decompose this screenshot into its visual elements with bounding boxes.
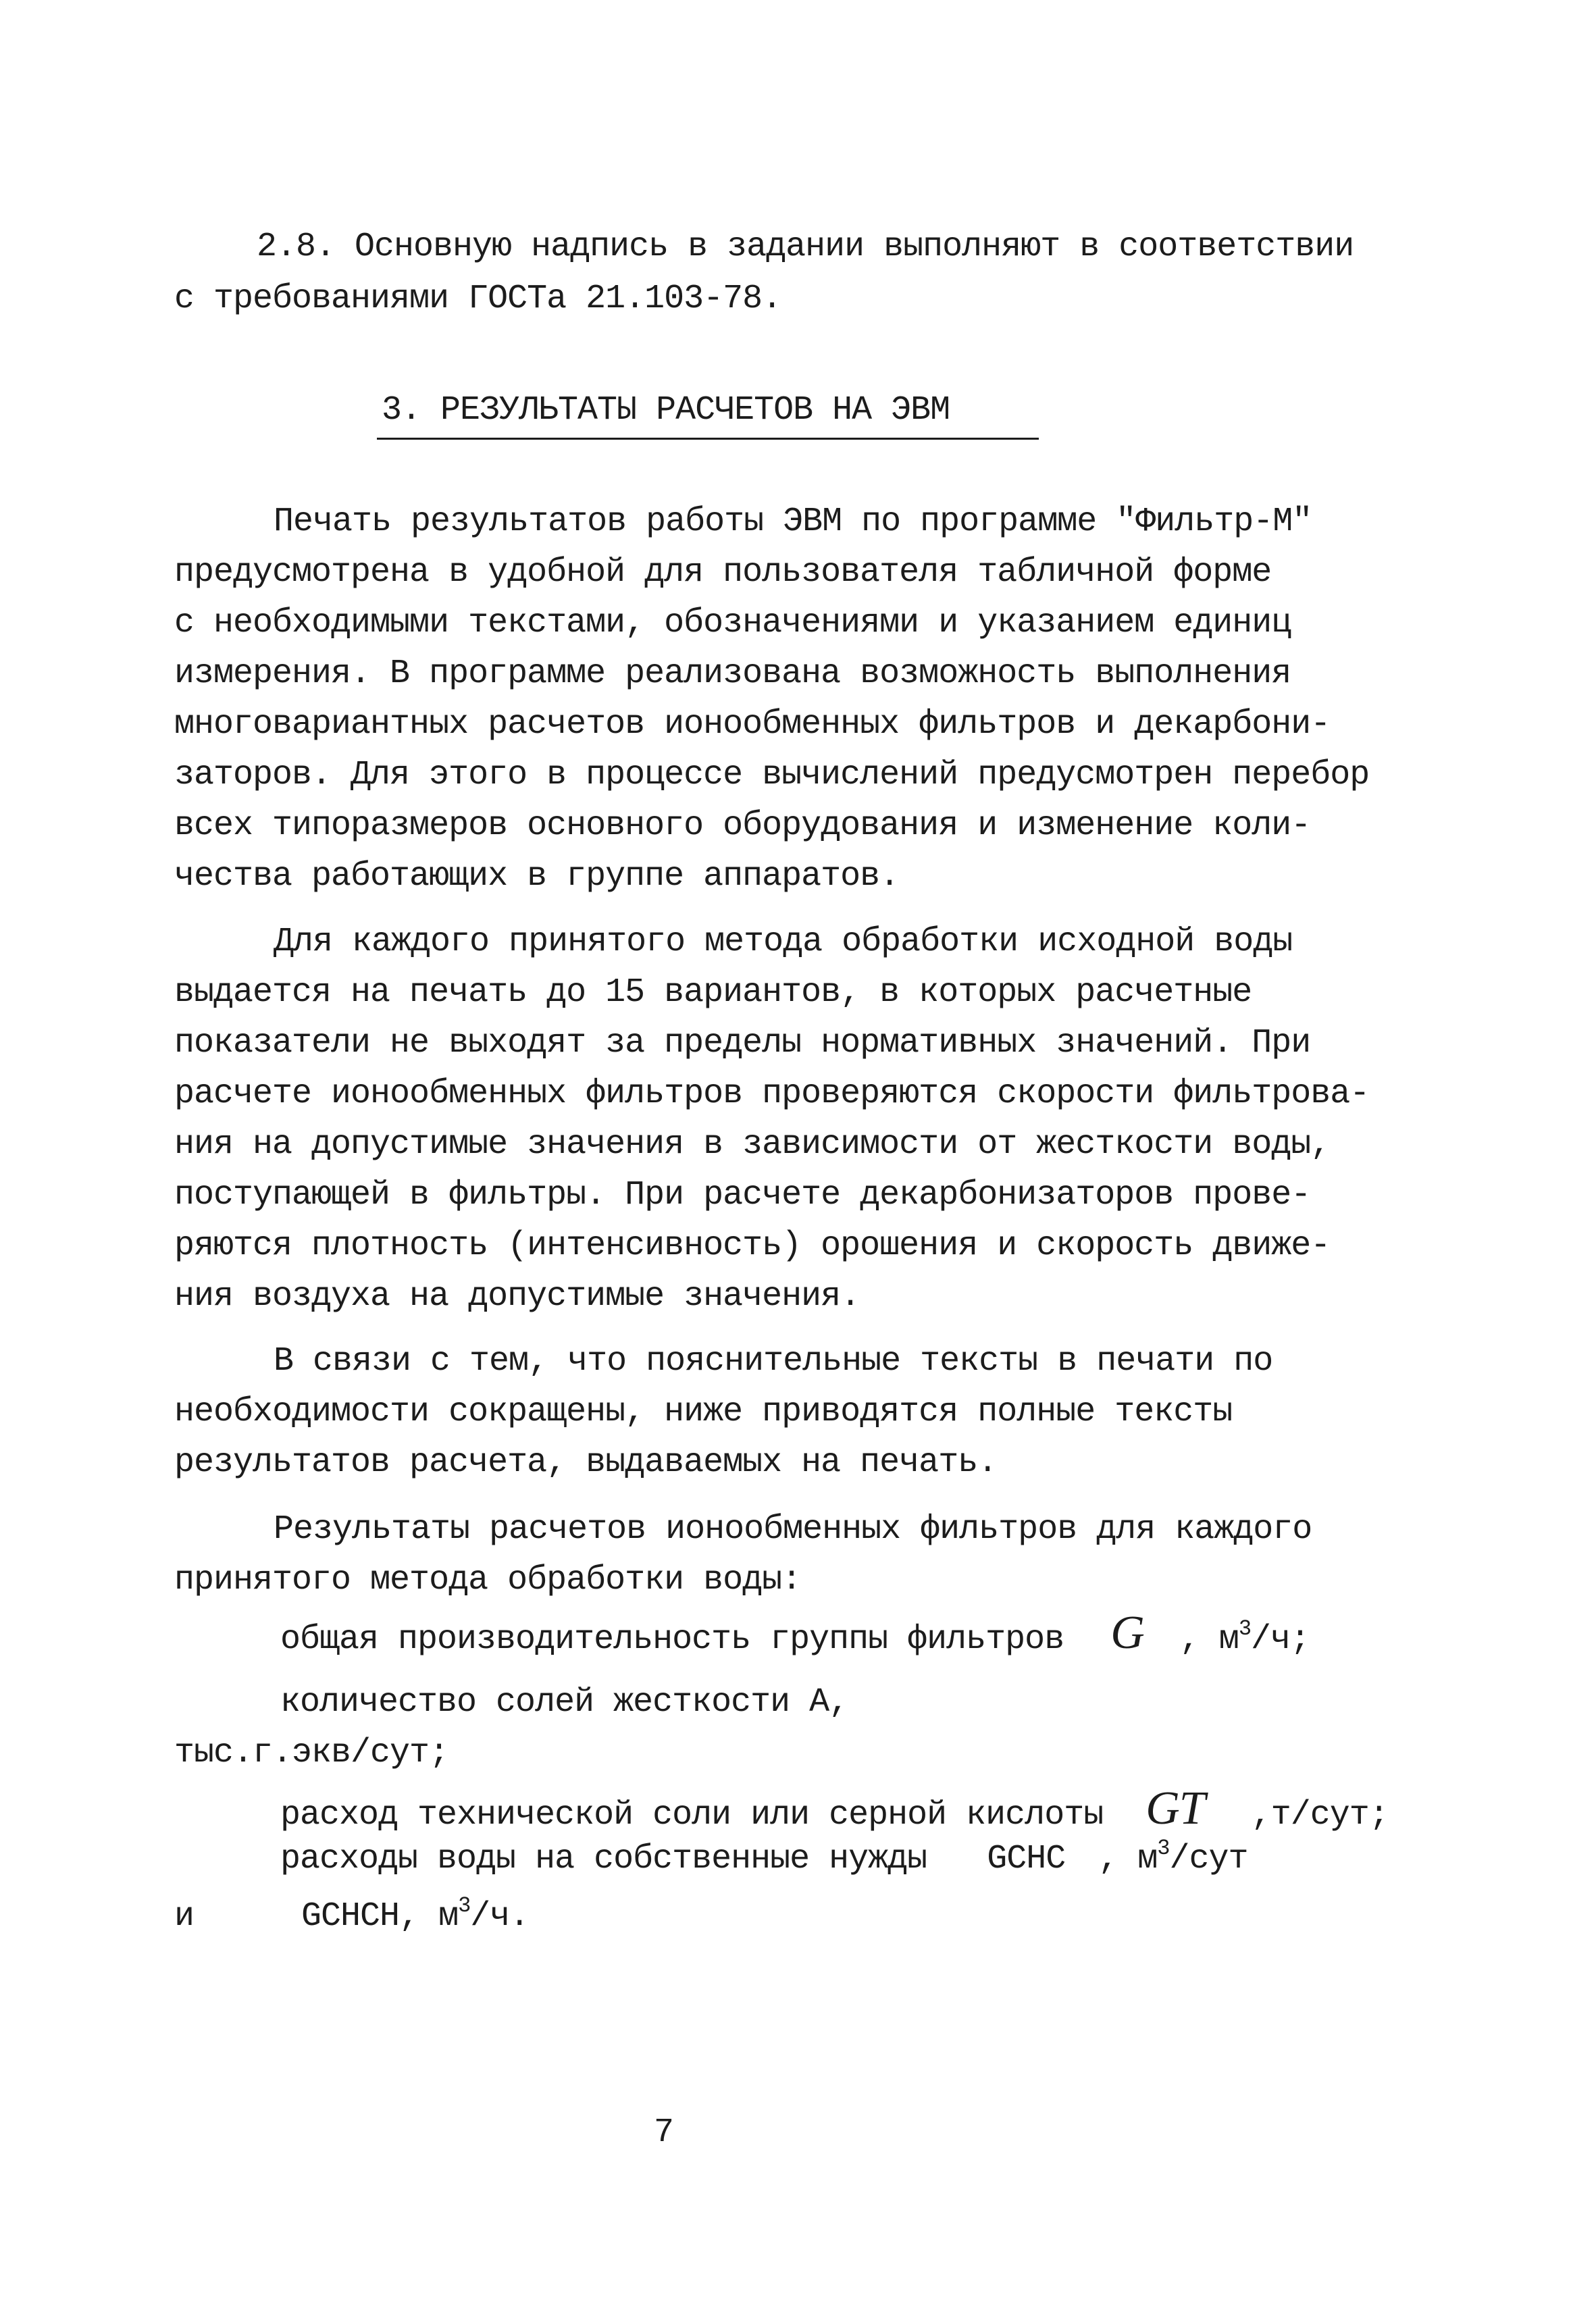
paragraph-line: Для каждого принятого метода обработки исходной воды [274,923,1293,961]
list-item-total-capacity [280,1608,1310,1666]
list-item-hardness-unit: тыс.г.экв/сут; [174,1734,449,1772]
list-item-hardness-salts: количество солей жесткости А, [280,1683,849,1722]
paragraph-line: принятого метода обработки воды: [174,1561,802,1599]
paragraph-line: Печать результатов работы ЭВМ по программе "Фильтр-М" [274,503,1312,541]
paragraph-line: ния на допустимые значения в зависимости от жесткости воды, [174,1125,1331,1164]
unit-superscript: 3 [458,1893,471,1918]
unit-tail: /сут [1169,1840,1248,1878]
section-2-8-line-2: с требованиями ГОСТа 21.103-78. [174,280,782,318]
unit-superscript: 3 [1238,1616,1252,1641]
symbol-gt: GT [1145,1782,1205,1834]
heading-underline [377,438,1039,440]
paragraph-line: Результаты расчетов ионообменных фильтров для каждого [274,1510,1312,1549]
paragraph-line: В связи с тем, что пояснительные тексты в печати по [274,1342,1273,1381]
paragraph-line: поступающей в фильтры. При расчете декарбонизаторов прове- [174,1176,1311,1214]
paragraph-line: расчете ионообменных фильтров проверяются скорости фильтрова- [174,1075,1370,1113]
symbol-g: G [1110,1607,1144,1659]
paragraph-line: выдается на печать до 15 вариантов, в которых расчетные [174,973,1252,1012]
paragraph-line: всех типоразмеров основного оборудования и изменение коли- [174,806,1311,845]
item-text: расходы воды на собственные нужды [280,1840,927,1878]
paragraph-line: ряются плотность (интенсивность) орошения и скорость движе- [174,1227,1331,1265]
unit: ,т/сут; [1251,1796,1389,1834]
paragraph-line: с необходимыми текстами, обозначениями и указанием единиц [174,604,1291,642]
code-gchch: GCHCH [301,1897,400,1936]
paragraph-line: необходимости сокращены, ниже приводятся полные тексты [174,1393,1233,1431]
conjunction: и [174,1897,195,1936]
unit-superscript: 3 [1157,1836,1170,1861]
paragraph-line: измерения. В программе реализована возможность выполнения [174,654,1291,693]
item-text: расход технической соли или серной кислоты [280,1796,1104,1834]
list-item-own-needs-hourly [174,1891,529,1943]
paragraph-line: чества работающих в группе аппаратов. [174,857,900,896]
item-text: общая производительность группы фильтров [280,1620,1064,1659]
unit: , м [399,1897,459,1936]
unit: , м [1179,1620,1239,1659]
unit-tail: /ч. [470,1897,530,1936]
page-number: 7 [654,2113,674,2152]
section-2-8-line-1: 2.8. Основную надпись в задании выполняют в соответствии [257,228,1354,266]
paragraph-line: многовариантных расчетов ионообменных фильтров и декарбони- [174,705,1331,744]
list-item-salt-acid-consumption [280,1783,1389,1841]
paragraph-line: заторов. Для этого в процессе вычислений предусмотрен перебор [174,756,1370,794]
paragraph-line: результатов расчета, выдаваемых на печать. [174,1443,998,1482]
code-gchc: GCHC [987,1840,1066,1878]
list-item-own-needs-water [280,1834,1247,1885]
section-3-heading: 3. РЕЗУЛЬТАТЫ РАСЧЕТОВ НА ЭВМ [382,391,950,430]
paragraph-line: показатели не выходят за пределы нормативных значений. При [174,1024,1311,1062]
unit: , м [1098,1840,1158,1878]
paragraph-line: ния воздуха на допустимые значения. [174,1277,860,1316]
paragraph-line: предусмотрена в удобной для пользователя табличной форме [174,553,1272,592]
unit-tail: /ч; [1251,1620,1310,1659]
